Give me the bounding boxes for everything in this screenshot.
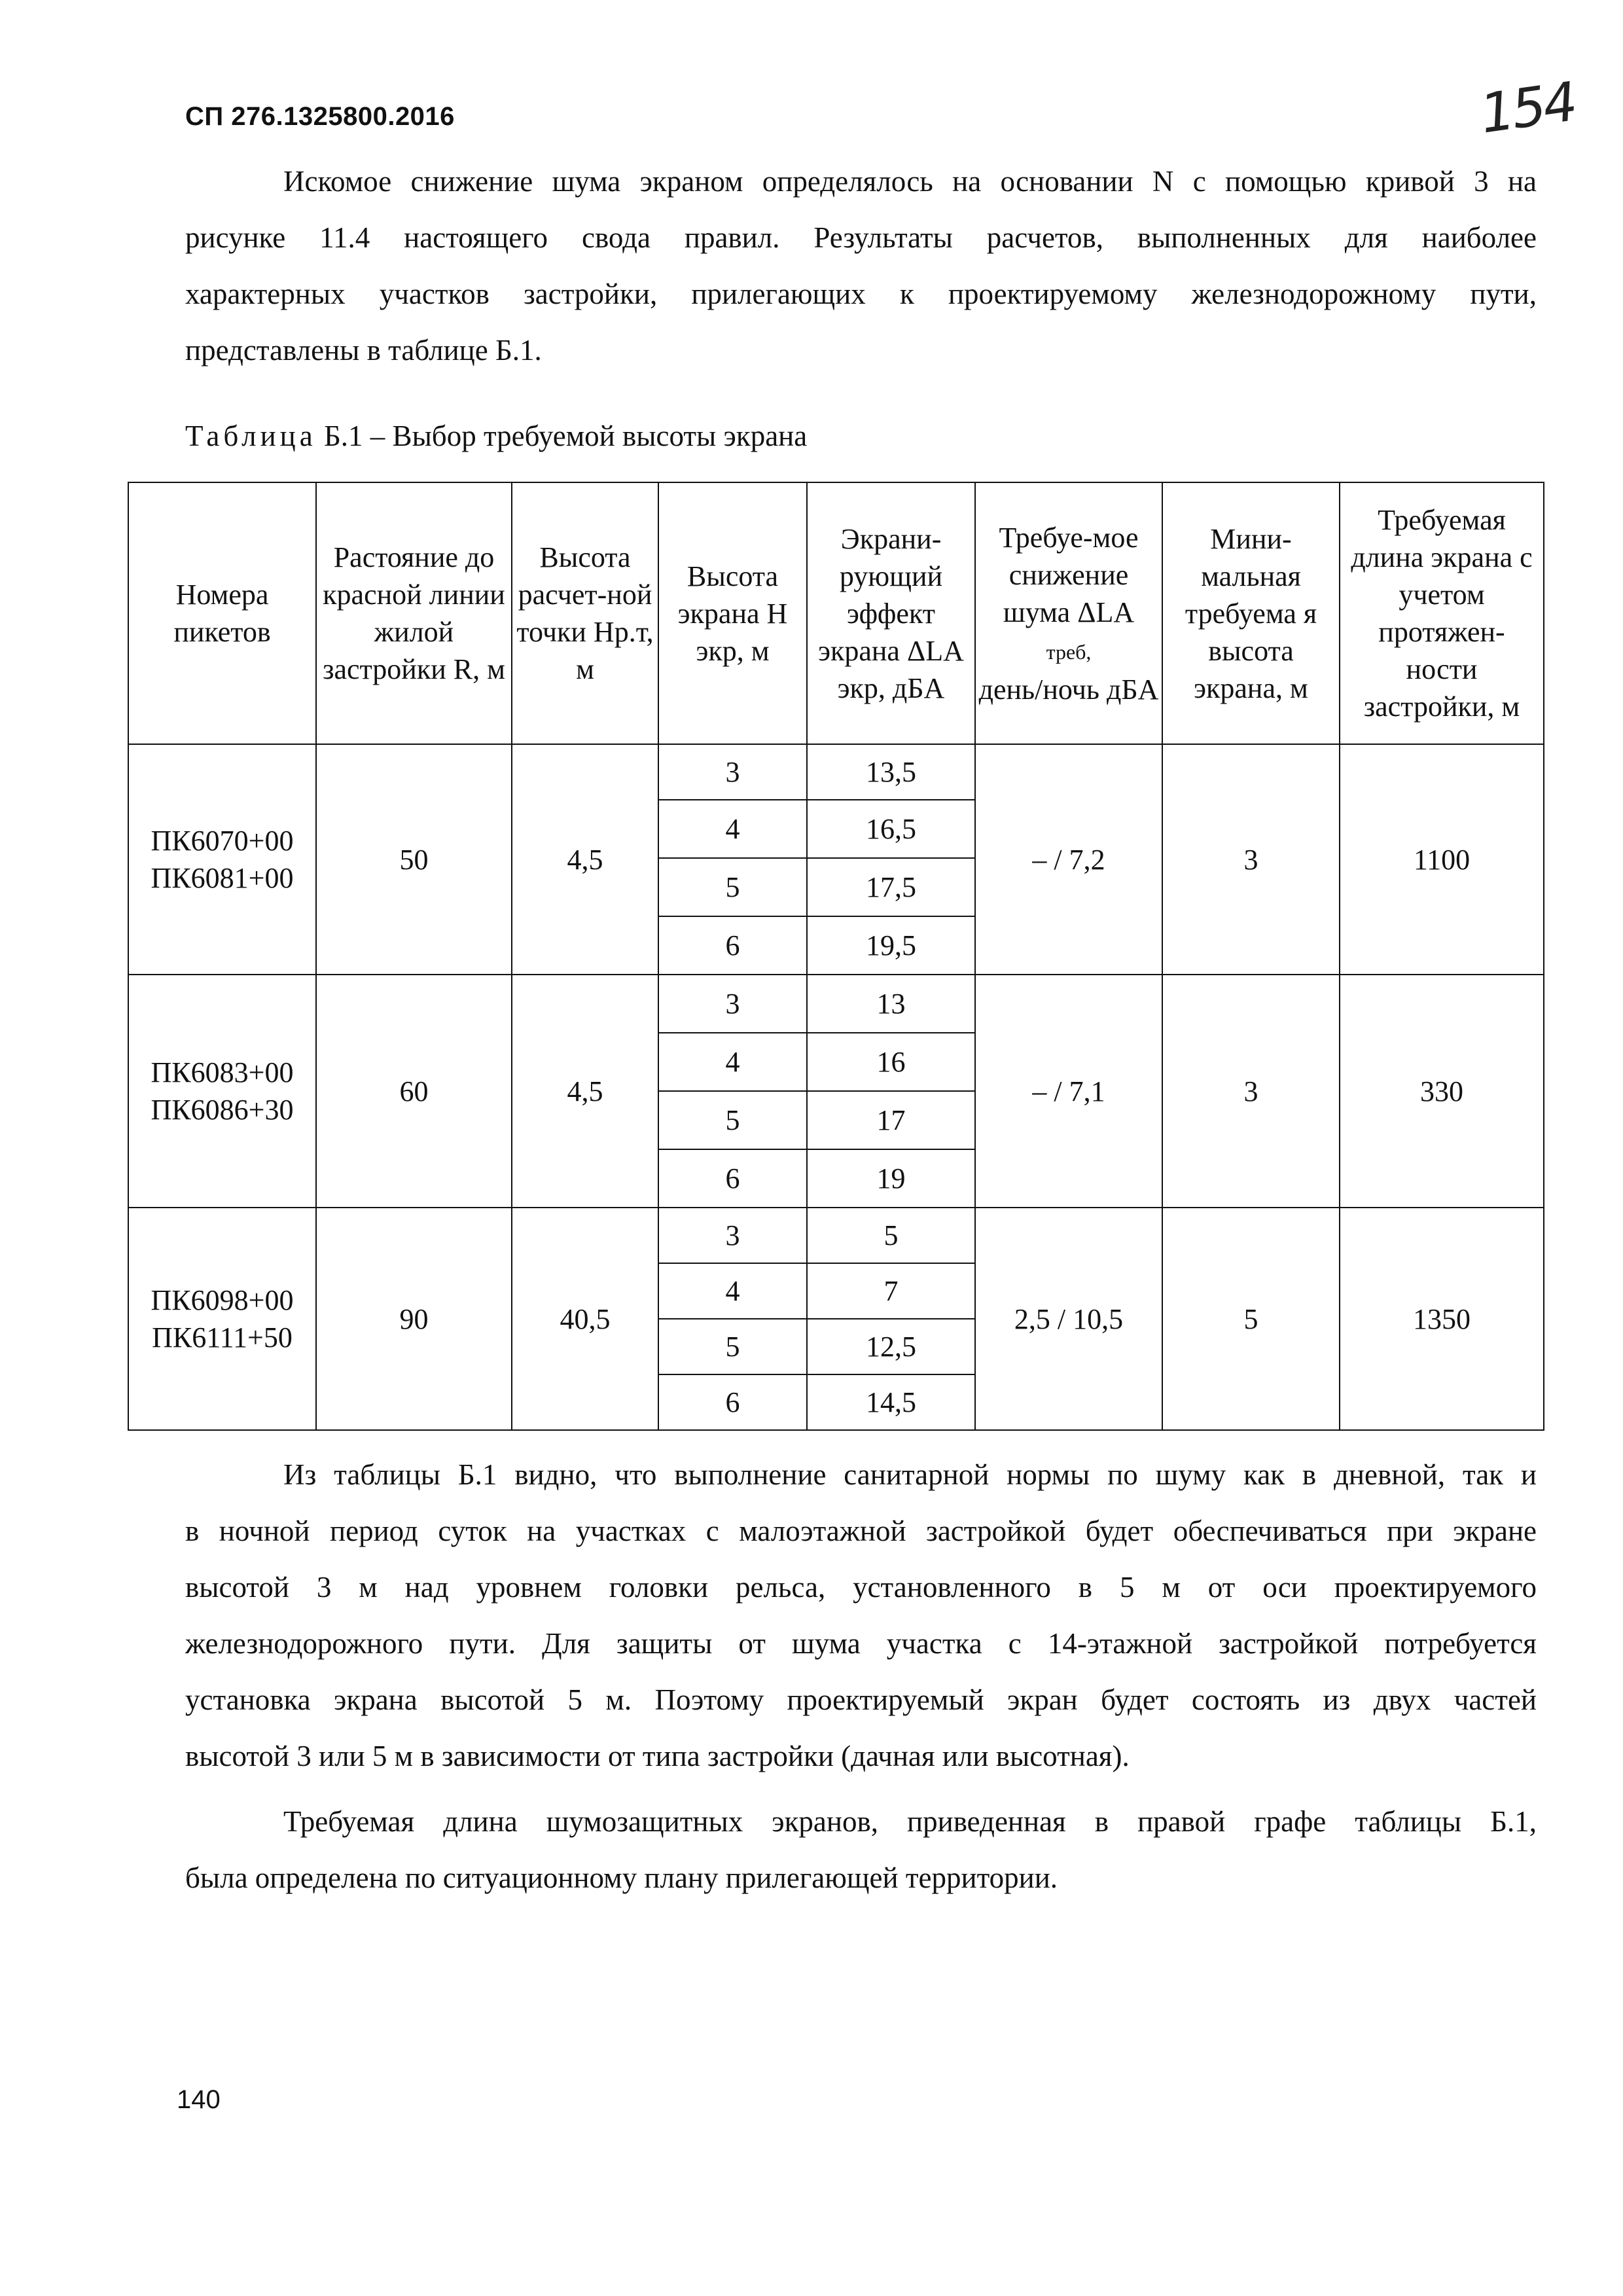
paragraph-line: Требуемая длина шумозащитных экранов, приведенная в правой графе таблицы Б.1, bbox=[283, 1805, 1537, 1838]
effect-cell: 16 bbox=[807, 1033, 975, 1091]
header-required-reduction-unit: день/ночь дБA bbox=[978, 673, 1159, 706]
paragraph-line: железнодорожного пути. Для защиты от шума участка с 14-этажной застройкой потребуется bbox=[185, 1627, 1537, 1660]
screen-height-cell: 3 bbox=[658, 975, 807, 1033]
picket-cell bbox=[128, 744, 316, 975]
point-height-cell: 4,5 bbox=[512, 744, 658, 975]
header-point-height: Высота расчет-ной точки Hр.т, м bbox=[512, 482, 658, 744]
required-reduction-cell: – / 7,1 bbox=[975, 975, 1162, 1208]
picket-start: ПК6098+00 bbox=[151, 1284, 294, 1316]
effect-cell: 7 bbox=[807, 1263, 975, 1319]
paragraph-line: Из таблицы Б.1 видно, что выполнение санитарной нормы по шуму как в дневной, так и bbox=[283, 1458, 1537, 1491]
screen-height-cell: 4 bbox=[658, 1033, 807, 1091]
required-reduction-cell: – / 7,2 bbox=[975, 744, 1162, 975]
paragraph-line: была определена по ситуационному плану прилегающей территории. bbox=[185, 1861, 1058, 1894]
point-height-cell: 4,5 bbox=[512, 975, 658, 1208]
effect-cell: 12,5 bbox=[807, 1319, 975, 1374]
picket-start: ПК6083+00 bbox=[151, 1056, 294, 1088]
paragraph-line: представлены в таблице Б.1. bbox=[185, 334, 542, 367]
required-reduction-cell: 2,5 / 10,5 bbox=[975, 1208, 1162, 1430]
length-cell: 330 bbox=[1340, 975, 1544, 1208]
picket-end: ПК6081+00 bbox=[151, 862, 294, 894]
effect-cell: 19,5 bbox=[807, 916, 975, 975]
point-height-cell: 40,5 bbox=[512, 1208, 658, 1430]
effect-cell: 16,5 bbox=[807, 800, 975, 858]
screen-height-cell: 4 bbox=[658, 1263, 807, 1319]
header-required-reduction-main: Требуе-мое снижение шума ΔLA bbox=[999, 521, 1139, 628]
screen-height-cell: 6 bbox=[658, 1374, 807, 1430]
table-row bbox=[128, 1208, 1544, 1263]
header-screen-height: Высота экрана H экр, м bbox=[658, 482, 807, 744]
paragraph-line: высотой 3 или 5 м в зависимости от типа застройки (дачная или высотная). bbox=[185, 1740, 1130, 1772]
header-required-reduction-sub: треб, bbox=[1046, 639, 1092, 664]
screen-height-cell: 6 bbox=[658, 916, 807, 975]
table-row bbox=[128, 744, 1544, 800]
intro-paragraph bbox=[185, 153, 1537, 378]
header-screening-effect: Экрани-рующий эффект экрана ΔLA экр, дБA bbox=[807, 482, 975, 744]
length-cell: 1100 bbox=[1340, 744, 1544, 975]
paragraph-line: рисунке 11.4 настоящего свода правил. Результаты расчетов, выполненных для наиболее bbox=[185, 221, 1537, 254]
header-distance: Растояние до красной линии жилой застройки R, м bbox=[316, 482, 512, 744]
picket-cell bbox=[128, 975, 316, 1208]
effect-cell: 19 bbox=[807, 1149, 975, 1208]
paragraph-line: Искомое снижение шума экраном определялось на основании N с помощью кривой 3 на bbox=[283, 165, 1537, 198]
paragraph-line: в ночной период суток на участках с малоэтажной застройкой будет обеспечиваться при экране bbox=[185, 1515, 1537, 1547]
effect-cell: 13 bbox=[807, 975, 975, 1033]
screen-height-table bbox=[128, 482, 1544, 1431]
screen-height-cell: 4 bbox=[658, 800, 807, 858]
table-header-row bbox=[128, 482, 1544, 744]
min-height-cell: 5 bbox=[1162, 1208, 1340, 1430]
screen-height-cell: 3 bbox=[658, 744, 807, 800]
screen-height-cell: 5 bbox=[658, 858, 807, 916]
paragraph-line: характерных участков застройки, прилегающих к проектируемому железнодорожному пути, bbox=[185, 278, 1537, 310]
distance-cell: 90 bbox=[316, 1208, 512, 1430]
paragraph-line: высотой 3 м над уровнем головки рельса, установленного в 5 м от оси проектируемого bbox=[185, 1571, 1537, 1604]
min-height-cell: 3 bbox=[1162, 975, 1340, 1208]
conclusion-paragraph bbox=[185, 1446, 1537, 1784]
header-required-reduction bbox=[975, 482, 1162, 744]
header-min-height: Мини-мальная требуема я высота экрана, м bbox=[1162, 482, 1340, 744]
table-caption-text: Б.1 – Выбор требуемой высоты экрана bbox=[323, 420, 808, 452]
screen-height-cell: 3 bbox=[658, 1208, 807, 1263]
header-picket-numbers: Номера пикетов bbox=[128, 482, 316, 744]
min-height-cell: 3 bbox=[1162, 744, 1340, 975]
document-code: СП 276.1325800.2016 bbox=[185, 102, 455, 131]
handwritten-page-number: 154 bbox=[1476, 71, 1579, 146]
table-row bbox=[128, 975, 1544, 1033]
distance-cell: 60 bbox=[316, 975, 512, 1208]
effect-cell: 17,5 bbox=[807, 858, 975, 916]
screen-height-cell: 5 bbox=[658, 1091, 807, 1149]
picket-cell bbox=[128, 1208, 316, 1430]
screen-height-cell: 6 bbox=[658, 1149, 807, 1208]
table-caption-label: Таблица bbox=[185, 420, 317, 452]
picket-start: ПК6070+00 bbox=[151, 825, 294, 857]
header-required-length: Требуемая длина экрана с учетом протяжен-ности застройки, м bbox=[1340, 482, 1544, 744]
effect-cell: 13,5 bbox=[807, 744, 975, 800]
distance-cell: 50 bbox=[316, 744, 512, 975]
paragraph-line: установка экрана высотой 5 м. Поэтому проектируемый экран будет состоять из двух частей bbox=[185, 1683, 1537, 1716]
length-cell: 1350 bbox=[1340, 1208, 1544, 1430]
picket-end: ПК6086+30 bbox=[151, 1094, 294, 1126]
effect-cell: 17 bbox=[807, 1091, 975, 1149]
picket-end: ПК6111+50 bbox=[152, 1321, 293, 1354]
effect-cell: 14,5 bbox=[807, 1374, 975, 1430]
length-paragraph bbox=[185, 1793, 1537, 1906]
table-caption bbox=[185, 419, 807, 453]
screen-height-cell: 5 bbox=[658, 1319, 807, 1374]
page-number: 140 bbox=[177, 2085, 221, 2114]
effect-cell: 5 bbox=[807, 1208, 975, 1263]
